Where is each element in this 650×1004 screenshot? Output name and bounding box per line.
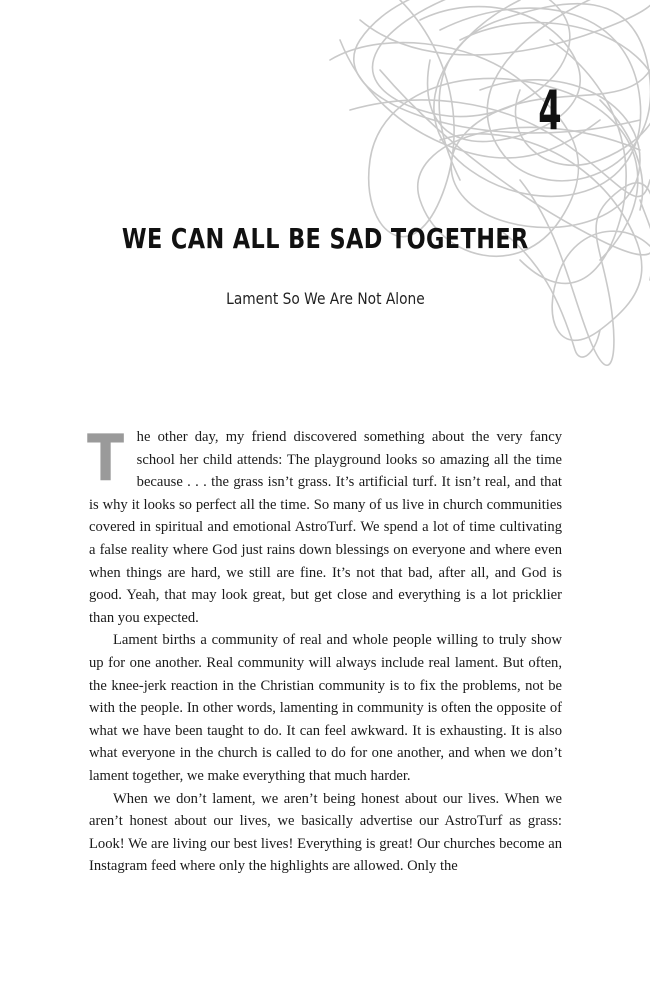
chapter-number: 4 [538,79,562,142]
chapter-subtitle [0,289,650,308]
chapter-body [87,422,562,878]
chapter-title [0,222,650,255]
paragraph-1-text: he other day, my friend discovered something about the very fancy school her child attends: The playground looks so amazing all the time because . . . the grass isn’t grass. It’s artificial turf. It isn’t real, and that is why it looks so perfect all the time. So many of us live in church communities covered in spiritual and emotional AstroTurf. We spend a lot of time cultivating a false reality where God just rains down blessings on everyone and where even when things are hard, we still are fine. It’s not that bad, after all, and God is good. Yeah, that may look great, but get close and everything is a lot pricklier than you expected. [89,429,562,626]
chapter-subtitle-text: Lament So We Are Not Alone [225,289,425,308]
chapter-title-text: WE CAN ALL BE SAD TOGETHER [121,222,529,255]
paragraph-1 [87,422,562,629]
paragraph-2: Lament births a community of real and whole people willing to truly show up for one another. Real community will always include real lament. But often, the knee-jerk reaction in the Christian community is to fix the problems, not be with the people. In other words, lamenting in community is often the opposite of what we have been taught to do. It can feel awkward. It is exhausting. It is also what everyone in the church is called to do for one another, and when we don’t lament together, we make everything that much harder. [89,632,562,784]
drop-cap: T [87,422,125,496]
paragraph-3: When we don’t lament, we aren’t being honest about our lives. When we aren’t honest about our lives, we basically advertise our AstroTurf as grass: Look! We are living our best lives! Everything is great! Our churches become an Instagram feed where only the highlights are allowed. Only the [89,790,562,875]
